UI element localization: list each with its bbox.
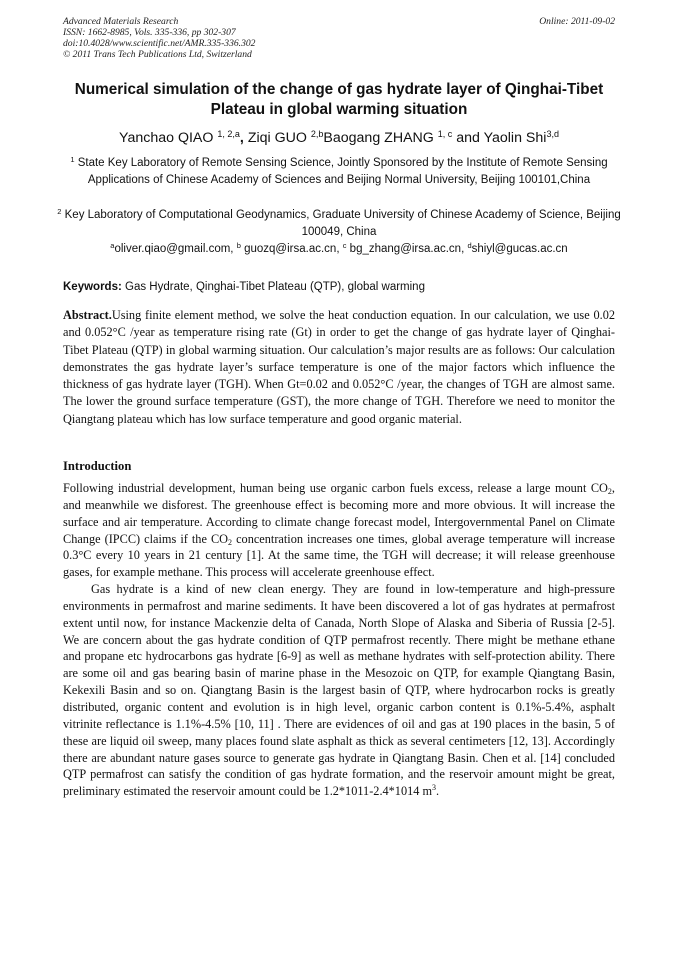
paragraph xyxy=(63,480,615,581)
email-mark: b xyxy=(236,241,241,250)
doi-line[interactable]: doi:10.4028/www.scientific.net/AMR.335-336.302 xyxy=(63,38,256,49)
superscript: 3 xyxy=(432,783,437,793)
author-affiliation-mark: 3,d xyxy=(546,129,559,139)
paragraph xyxy=(63,581,615,800)
abstract-text: Using finite element method, we solve the heat conduction equation. In our calculation, we use 0.02 and 0.052°C /year as temperature rising rate (Gt) in order to get the change of gas hydrate layer of Qinghai-Tibet Plateau (QTP) in global warming situation. Our calculation’s major results are as follows: Our calculation demonstrates the gas hydrate layer’s surface temperature is one of the major factors which influence the thickness of gas hydrate layer (TGH). When Gt=0.02 and 0.052°C /year, the changes of TGH are almost same. The lower the ground surface temperature (GST), the more change of TGH. Therefore we need to monitor the Qiangtang plateau which has low surface temperature and good organic material. xyxy=(63,308,615,426)
author-name: Yaolin Shi xyxy=(483,130,547,146)
keywords-line xyxy=(63,279,615,295)
author-conjunction: and xyxy=(456,130,480,146)
journal-header xyxy=(63,16,615,60)
affiliation-mark: 2 xyxy=(57,207,62,216)
email-mark: d xyxy=(467,241,472,250)
introduction-body xyxy=(63,480,615,800)
online-date: Online: 2011-09-02 xyxy=(539,16,615,27)
paragraph-text: . xyxy=(436,784,440,799)
author-separator: , xyxy=(239,130,244,146)
paragraph-text: , and meanwhile we disforest. The greenhouse effect is becoming more and more obvious. It will increase the surface and air temperature. According to climate change forecast model, Intergovernmental Panel on Climate Change (IPCC) claims if the CO xyxy=(63,481,615,546)
author-name: Baogang ZHANG xyxy=(323,130,434,146)
author-emails xyxy=(44,241,634,257)
author-name: Ziqi GUO xyxy=(247,130,307,146)
email-link[interactable]: bg_zhang@irsa.ac.cn, xyxy=(349,243,465,255)
journal-name: Advanced Materials Research xyxy=(63,16,179,27)
email-link[interactable]: shiyl@gucas.ac.cn xyxy=(471,243,568,255)
email-mark: c xyxy=(342,241,347,250)
author-affiliation-mark: 1, c xyxy=(437,129,453,139)
affiliation-text: Key Laboratory of Computational Geodynamics, Graduate University of Chinese Academy of Science, Beijing 100049, China xyxy=(64,209,621,238)
subscript: 2 xyxy=(607,487,612,496)
author-affiliation-mark: 2,b xyxy=(310,129,324,139)
paragraph-text: Gas hydrate is a kind of new clean energy. They are found in low-temperature and high-pressure environments in permafrost and marine sediments. It have been discovered a lot of gas hydrates at permafrost extent until now, for instance Mackenzie delta of Canada, North Slope of Alaska and Siberia of Russia [2-5]. We are concern about the gas hydrate condition of QTP permafrost recently. There might be methane ethane and propane etc hydrocarbons gas hydrate [6-9] as well as methane hydrates with self-protection ability. There are some oil and gas bearing basin of marine phase in the Mesozoic on QTP, for example Qiangtang Basin, Kekexili Basin and so on. Qiangtang Basin is the largest basin of QTP, where hydrocarbon rocks is greatly distributed, organic content and evolution is in high level, organic carbon content is 0.1%-5.4%, asphalt vitrinite reflectance is 1.1%-4.5% [10, 11] . There are evidences of oil and gas at 190 places in the basin, 5 of these are liquid oil sweep, many places found slate asphalt as thick as several centimeters [12, 13]. Accordingly there are abundant nature gases source to generate gas hydrate in Qiangtang Basin. Chen et al. [14] concluded QTP permafrost can satisfy the condition of gas hydrate formation, and the reservoir amount might be great, preliminary estimated the reservoir amount could be 1.2*1011-2.4*1014 m xyxy=(63,582,615,799)
paper-title: Numerical simulation of the change of gas hydrate layer of Qinghai-Tibet Plateau in global warming situation xyxy=(74,81,604,118)
keywords-text: Gas Hydrate, Qinghai-Tibet Plateau (QTP), global warming xyxy=(125,281,425,293)
affiliation-text: State Key Laboratory of Remote Sensing Science, Jointly Sponsored by the Institute of Remote Sensing Applications of Chinese Academy of Sciences and Beijing Normal University, Beijing 100101,China xyxy=(77,157,608,186)
paragraph-text: concentration increases one times, global average temperature will increase 0.3°C every 10 years in 21 century [1]. At the same time, the TGH will decrease; it will release greenhouse gases, for example methane. This process will accelerate greenhouse effect. xyxy=(63,531,615,580)
copyright-line: © 2011 Trans Tech Publications Ltd, Switzerland xyxy=(63,49,252,60)
issn-line: ISSN: 1662-8985, Vols. 335-336, pp 302-307 xyxy=(63,27,236,38)
author-name: Yanchao QIAO xyxy=(119,130,214,146)
paragraph-text: Following industrial development, human being use organic carbon fuels excess, release a large mount CO xyxy=(63,481,608,495)
section-heading-introduction: Introduction xyxy=(63,459,132,473)
email-link[interactable]: guozq@irsa.ac.cn, xyxy=(244,243,340,255)
author-affiliation-mark: 1, 2,a xyxy=(217,129,240,139)
affiliation-mark: 1 xyxy=(70,155,75,164)
abstract xyxy=(63,307,615,428)
abstract-label: Abstract. xyxy=(63,308,112,322)
affiliation-1 xyxy=(44,155,634,188)
affiliation-2 xyxy=(44,207,634,240)
subscript: 2 xyxy=(228,537,233,547)
email-link[interactable]: oliver.qiao@gmail.com, xyxy=(114,243,234,255)
email-mark: a xyxy=(110,241,115,250)
author-list xyxy=(40,129,638,147)
keywords-label: Keywords: xyxy=(63,281,122,293)
